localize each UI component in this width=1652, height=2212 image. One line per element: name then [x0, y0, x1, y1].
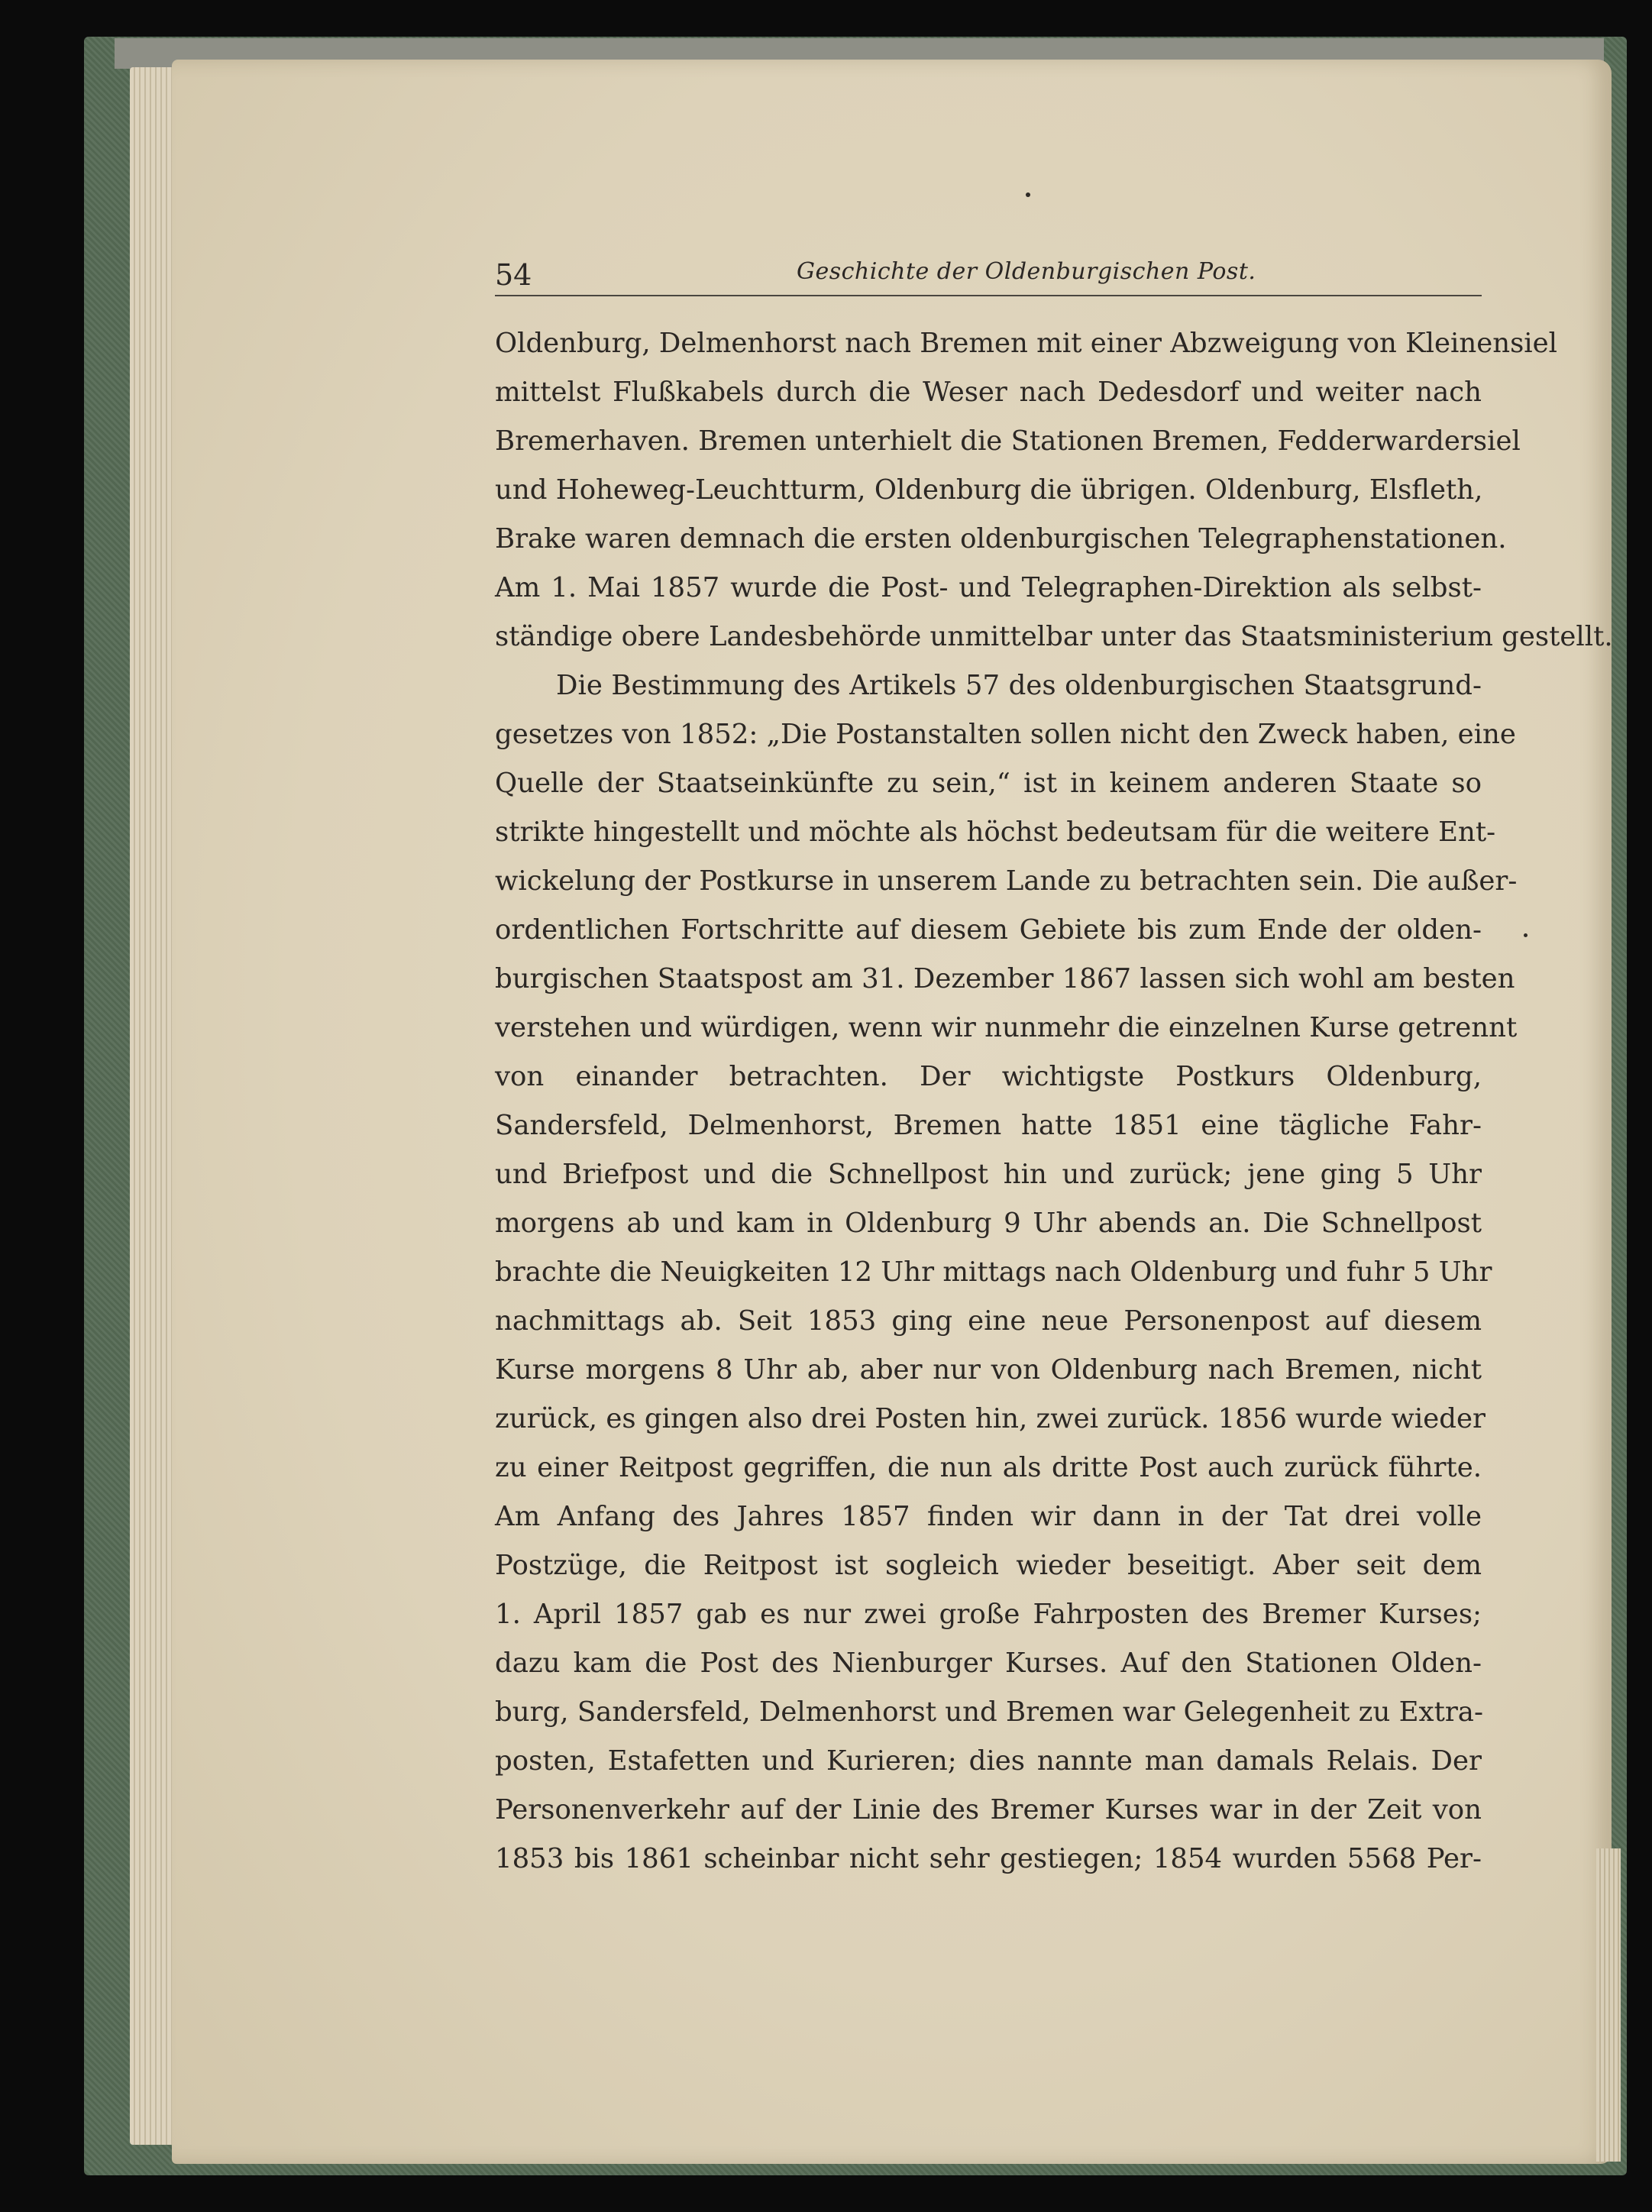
right-page-stack-edge: [1596, 1848, 1621, 2162]
text-line: Am 1. Mai 1857 wurde die Post- und Telegraphen-Direktion als selbst-: [495, 572, 1482, 603]
text-line: Oldenburg, Delmenhorst nach Bremen mit einer Abzweigung von Kleinensiel: [495, 328, 1558, 359]
text-line: morgens ab und kam in Oldenburg 9 Uhr abends an. Die Schnellpost: [495, 1208, 1482, 1239]
paper-speck: [1026, 192, 1030, 197]
text-line: wickelung der Postkurse in unserem Lande zu betrachten sein. Die außer-: [495, 865, 1518, 897]
text-line: Die Bestimmung des Artikels 57 des oldenburgischen Staatsgrund-: [556, 670, 1482, 701]
text-line: dazu kam die Post des Nienburger Kurses. Auf den Stationen Olden-: [495, 1648, 1482, 1679]
text-line: nachmittags ab. Seit 1853 ging eine neue Personenpost auf diesem: [495, 1305, 1482, 1337]
text-line: ständige obere Landesbehörde unmittelbar unter das Staatsministerium gestellt.: [495, 621, 1613, 652]
body-text: [495, 319, 1613, 1884]
text-line: posten, Estafetten und Kurieren; dies nannte man damals Relais. Der: [495, 1745, 1482, 1777]
running-title: Geschichte der Oldenburgischen Post.: [797, 258, 1256, 285]
page-number: 54: [495, 258, 532, 292]
text-line: Bremerhaven. Bremen unterhielt die Stationen Bremen, Fedderwardersiel: [495, 425, 1521, 457]
text-line: ordentlichen Fortschritte auf diesem Gebiete bis zum Ende der olden-: [495, 914, 1482, 946]
text-line: von einander betrachten. Der wichtigste Postkurs Oldenburg,: [495, 1061, 1482, 1092]
text-line: verstehen und würdigen, wenn wir nunmehr die einzelnen Kurse getrennt: [495, 1012, 1518, 1043]
text-line: und Briefpost und die Schnellpost hin und zurück; jene ging 5 Uhr: [495, 1159, 1482, 1190]
text-line: zurück, es gingen also drei Posten hin, zwei zurück. 1856 wurde wieder: [495, 1403, 1486, 1434]
text-line: Personenverkehr auf der Linie des Bremer Kurses war in der Zeit von: [495, 1794, 1482, 1826]
text-line: und Hoheweg-Leuchtturm, Oldenburg die übrigen. Oldenburg, Elsfleth,: [495, 474, 1483, 506]
text-line: strikte hingestellt und möchte als höchst bedeutsam für die weitere Ent-: [495, 817, 1496, 848]
text-line: Kurse morgens 8 Uhr ab, aber nur von Oldenburg nach Bremen, nicht: [495, 1354, 1482, 1386]
text-line: brachte die Neuigkeiten 12 Uhr mittags nach Oldenburg und fuhr 5 Uhr: [495, 1256, 1492, 1288]
text-line: 1853 bis 1861 scheinbar nicht sehr gestiegen; 1854 wurden 5568 Per-: [495, 1843, 1482, 1874]
text-line: Postzüge, die Reitpost ist sogleich wieder beseitigt. Aber seit dem: [495, 1550, 1482, 1581]
text-line: zu einer Reitpost gegriffen, die nun als dritte Post auch zurück führte.: [495, 1452, 1482, 1483]
text-line: 1. April 1857 gab es nur zwei große Fahrposten des Bremer Kurses;: [495, 1599, 1482, 1630]
text-line: gesetzes von 1852: „Die Postanstalten sollen nicht den Zweck haben, eine: [495, 719, 1516, 750]
text-line: Quelle der Staatseinkünfte zu sein,“ ist in keinem anderen Staate so: [495, 768, 1482, 799]
text-line: mittelst Flußkabels durch die Weser nach Dedesdorf und weiter nach: [495, 377, 1482, 408]
text-line: Brake waren demnach die ersten oldenburgischen Telegraphenstationen.: [495, 523, 1507, 555]
text-line: Sandersfeld, Delmenhorst, Bremen hatte 1851 eine tägliche Fahr-: [495, 1110, 1482, 1141]
text-line: Am Anfang des Jahres 1857 finden wir dann in der Tat drei volle: [495, 1501, 1482, 1532]
running-head: [495, 244, 1482, 296]
paper-speck: [1524, 933, 1528, 937]
text-line: burgischen Staatspost am 31. Dezember 1867 lassen sich wohl am besten: [495, 963, 1515, 994]
text-line: burg, Sandersfeld, Delmenhorst und Bremen war Gelegenheit zu Extra-: [495, 1696, 1483, 1728]
